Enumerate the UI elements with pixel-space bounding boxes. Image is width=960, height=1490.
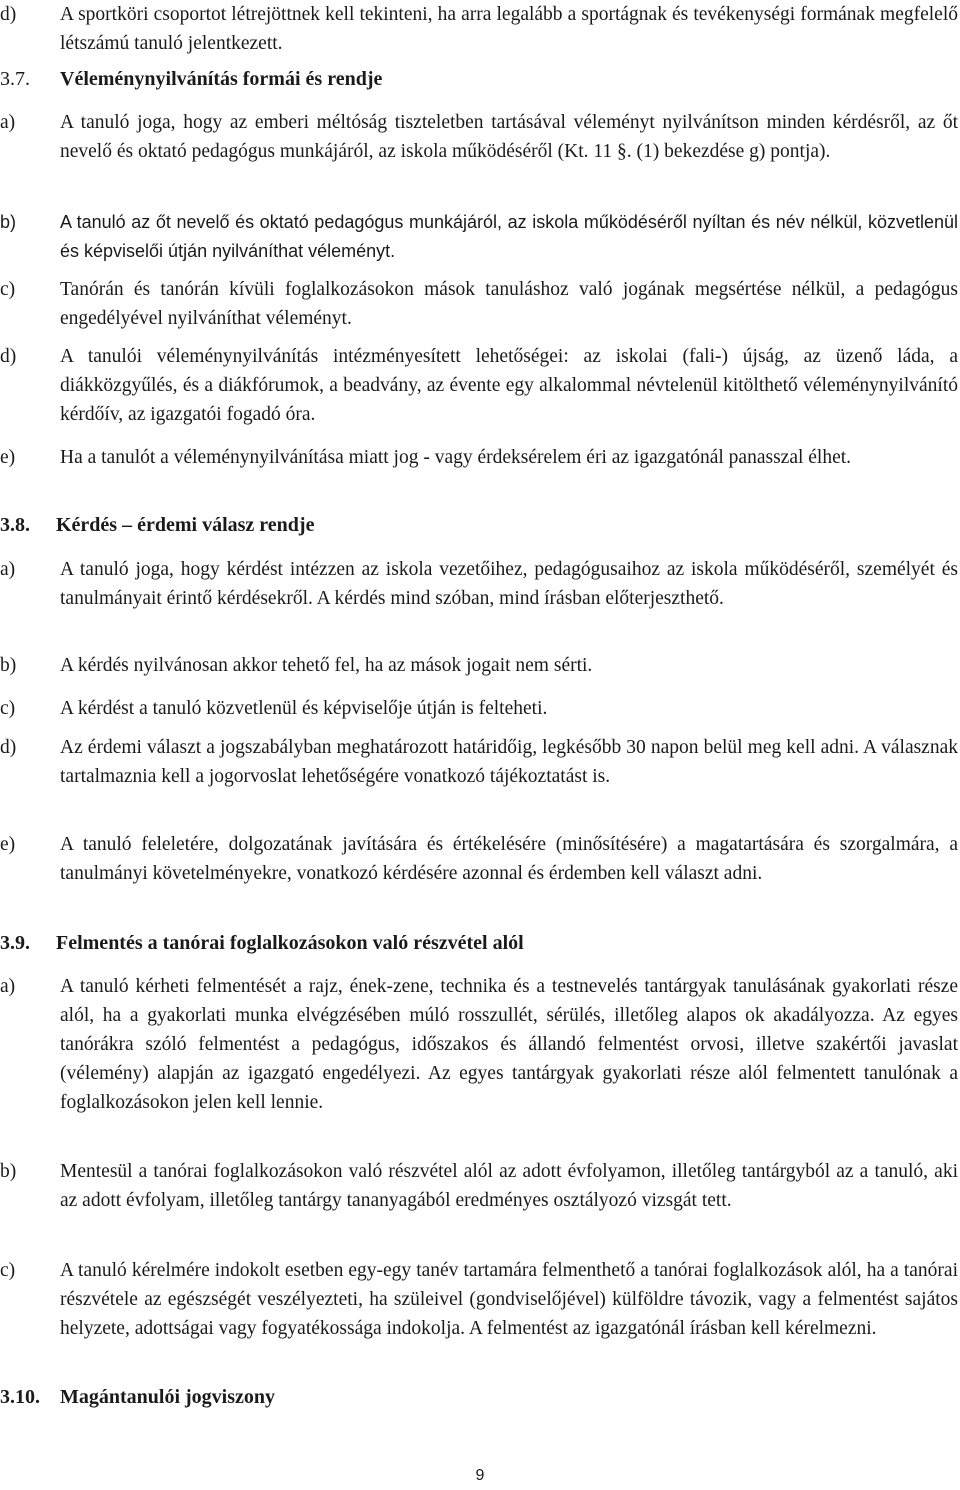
list-item <box>0 972 960 1117</box>
item-text: Az érdemi választ a jogszabályban meghatározott határidőig, legkésőbb 30 napon belül meg kell adni. A válasznak tartalmaznia kell a jogorvoslat lehetőségére vonatkozó tájékoztatást is. <box>60 737 958 787</box>
item-text: Mentesül a tanórai foglalkozásokon való részvétel alól az adott évfolyamon, illetőleg tantárgyból az a tanuló, aki az adott évfolyam, illetőleg tantárgy tananyagából eredményes osztályozó vizsgát tett. <box>60 1161 958 1211</box>
item-text: A kérdést a tanuló közvetlenül és képviselője útján is felteheti. <box>60 698 548 719</box>
item-label: e) <box>0 447 16 468</box>
item-label: b) <box>0 212 17 232</box>
item-label: c) <box>0 279 16 300</box>
item-label: c) <box>0 1260 16 1281</box>
section-title: Magántanulói jogviszony <box>60 1386 276 1408</box>
item-text: A tanuló joga, hogy kérdést intézzen az iskola vezetőihez, pedagógusaihoz az iskola működéséről, személyét és tanulmányait érintő kérdésekről. A kérdés mind szóban, mind írásban előterjeszthető. <box>60 559 958 609</box>
item-label: b) <box>0 655 17 676</box>
page-number: 9 <box>475 1467 485 1484</box>
list-item <box>0 342 960 429</box>
list-item <box>0 208 960 266</box>
item-label: d) <box>0 737 17 758</box>
section-heading-3-9 <box>0 929 960 958</box>
item-text: A tanuló feleletére, dolgozatának javítására és értékelésére (minősítésére) a magatartására és szorgalmára, a tanulmányi követelményekre, vonatkozó kérdésére azonnal és érdemben kell választ adni. <box>60 834 958 884</box>
section-title: Kérdés – érdemi válasz rendje <box>56 514 315 536</box>
section-heading-3-7 <box>0 65 960 94</box>
section-title: Véleménynyilvánítás formái és rendje <box>60 68 383 90</box>
list-item <box>0 830 960 888</box>
list-item <box>0 1157 960 1215</box>
section-number: 3.9. <box>0 932 30 954</box>
item-label: c) <box>0 698 16 719</box>
section-number: 3.7. <box>0 68 30 90</box>
list-item <box>0 443 960 472</box>
item-label: d) <box>0 346 17 367</box>
item-label: a) <box>0 559 16 580</box>
section-heading-3-10 <box>0 1383 960 1412</box>
item-text: A tanuló az őt nevelő és oktató pedagógus munkájáról, az iskola működéséről nyíltan és név nélkül, közvetlenül és képviselői útján nyilváníthat véleményt. <box>60 212 958 261</box>
section-heading-3-8 <box>0 511 960 540</box>
list-item <box>0 694 960 723</box>
section-title: Felmentés a tanórai foglalkozásokon való részvétel alól <box>56 932 524 954</box>
list-item <box>0 1256 960 1343</box>
list-item <box>0 651 960 680</box>
item-label: a) <box>0 976 16 997</box>
item-text: A tanuló kérheti felmentését a rajz, ének-zene, technika és a testnevelés tantárgyak tanulásának gyakorlati része alól, ha a gyakorlati munka elvégzésében múló rosszullét, sérülés, illetőleg alapos ok akadályozza. Az egyes tanórákra szóló felmentést a pedagógus, időszakos és állandó felmentést orvosi, illetve szakértői javaslat (vélemény) alapján az igazgató engedélyezi. Az egyes tantárgyak gyakorlati része alól felmentett tanulónak a foglalkozásokon jelen kell lennie. <box>60 976 958 1113</box>
item-label: a) <box>0 112 16 133</box>
item-text: Ha a tanulót a véleménynyilvánítása miatt jog - vagy érdeksérelem éri az igazgatónál panasszal élhet. <box>60 447 852 468</box>
section-number: 3.10. <box>0 1386 40 1408</box>
list-item <box>0 275 960 333</box>
item-text: A tanulói véleménynyilvánítás intézményesített lehetőségei: az iskolai (fali-) újság, az üzenő láda, a diákközgyűlés, és a diákfórumok, a beadvány, az évente egy alkalommal névtelenül kitölthető véleménynyilvánító kérdőív, az igazgatói fogadó óra. <box>60 346 958 425</box>
paragraph-d-sportkor <box>0 0 960 58</box>
item-label: e) <box>0 834 16 855</box>
item-label: d) <box>0 4 17 25</box>
item-text: A sportköri csoportot létrejöttnek kell tekinteni, ha arra legalább a sportágnak és tevékenységi formának megfelelő létszámú tanuló jelentkezett. <box>60 4 958 54</box>
section-number: 3.8. <box>0 514 30 536</box>
item-text: A kérdés nyilvánosan akkor tehető fel, ha az mások jogait nem sérti. <box>60 655 593 676</box>
item-text: A tanuló joga, hogy az emberi méltóság tiszteletben tartásával véleményt nyilvánítson minden kérdésről, az őt nevelő és oktató pedagógus munkájáról, az iskola működéséről (Kt. 11 §. (1) bekezdése g) pontja). <box>60 112 958 162</box>
item-text: Tanórán és tanórán kívüli foglalkozásokon mások tanuláshoz való jogának megsértése nélkül, a pedagógus engedélyével nyilváníthat véleményt. <box>60 279 958 329</box>
item-label: b) <box>0 1161 17 1182</box>
list-item <box>0 733 960 791</box>
item-text: A tanuló kérelmére indokolt esetben egy-egy tanév tartamára felmenthető a tanórai foglalkozások alól, ha a tanórai részvétele az egészségét veszélyezteti, ha szüleivel (gondviselőjével) külföldre távozik, vagy a felmentést sajátos helyzete, adottságai vagy fogyatékossága indokolja. A felmentést az igazgatónál írásban kell kérelmezni. <box>60 1260 958 1339</box>
list-item <box>0 108 960 166</box>
list-item <box>0 555 960 613</box>
